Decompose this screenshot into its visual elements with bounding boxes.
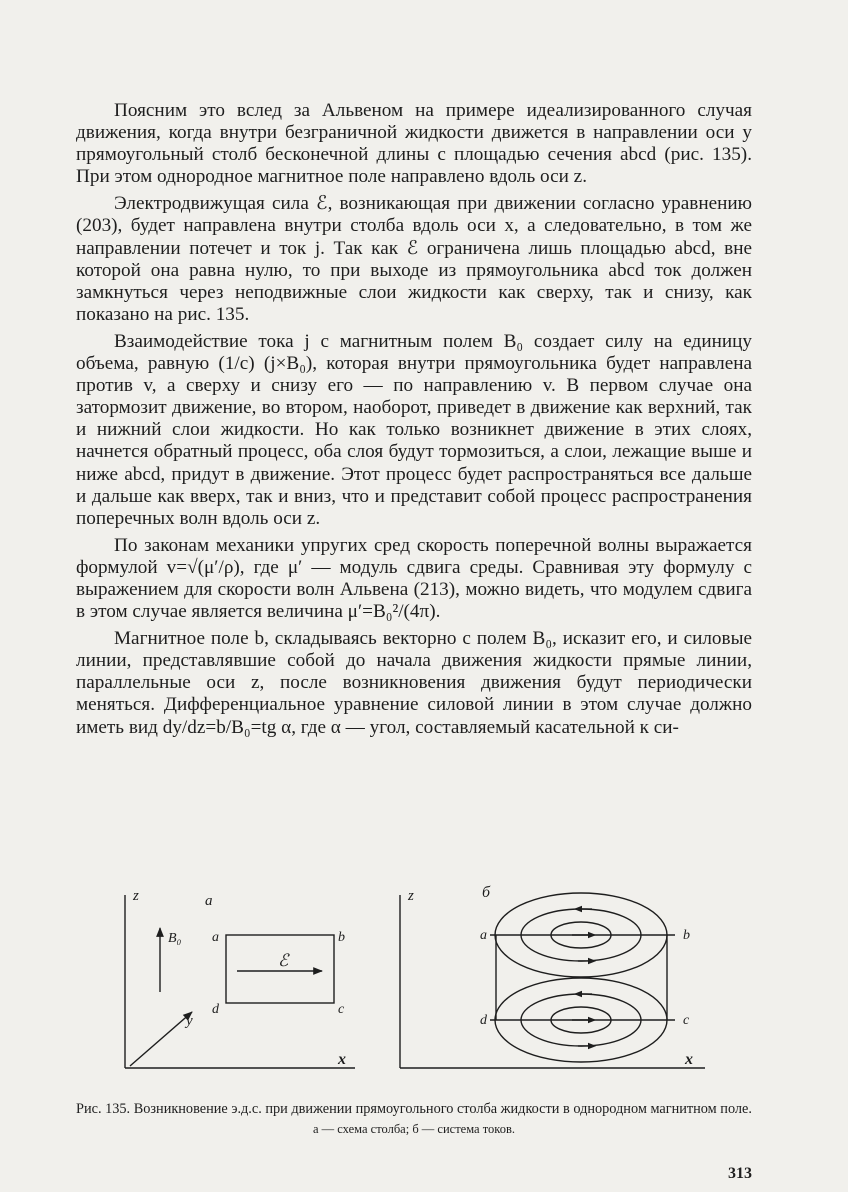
caption-legend: а — схема столба; б — система токов. <box>312 1122 515 1136</box>
panel-a-label: а <box>205 893 213 909</box>
panel-b-label: б <box>482 884 491 901</box>
y-axis-a-label: y <box>186 1013 193 1029</box>
corner-d-label: d <box>212 1002 219 1017</box>
b0-label: B₀ <box>168 931 182 946</box>
paragraph-1: Поясним это вслед за Альвеном на примере идеализированного случая движения, когда внутри безграничной жидкости движется в направлении оси y прямоугольный столб бесконечной длины с площадью сечения abcd (рис. 135). При этом однородное магнитное поле направлено вдоль оси z. <box>76 100 752 188</box>
x-axis-a-label: x <box>338 1051 346 1068</box>
corner-a-label: a <box>212 930 219 945</box>
figure-caption <box>76 1100 752 1138</box>
corner-c-b-label: c <box>683 1013 690 1028</box>
paragraph-3: Взаимодействие тока j с магнитным полем B₀ создает силу на единицу объема, равную (1/c) (j×B₀), которая внутри прямоугольника будет направлена против v, а сверху и снизу его — по направлению v. В первом случае она затормозит движение, во втором, наоборот, приведет в движение как верхний, так и нижний слои жидкости. Но как только возникнет движение в этих слоях, начнется обратный процесс, оба слоя будут тормозиться, а слои, лежащие выше и ниже abcd, придут в движение. Этот процесс будет распространяться все дальше и дальше как вверх, так и вниз, что и представит собой процесс распространения поперечных волн вдоль оси z. <box>76 330 752 529</box>
z-axis-a-label: z <box>133 888 139 904</box>
corner-a-b-label: a <box>480 928 487 943</box>
paragraph-2: Электродвижущая сила ℰ, возникающая при движении согласно уравнению (203), будет направлена внутри столба вдоль оси x, а следовательно, в том же направлении потечет и ток j. Так как ℰ ограничена лишь площадью abcd, вне которой она равна нулю, то при выходе из прямоугольника abcd ток должен замкнуться через неподвижные слои жидкости как сверху, так и снизу, как показано на рис. 135. <box>76 193 752 325</box>
figure-135 <box>100 880 720 1085</box>
emf-label: ℰ <box>278 951 289 970</box>
x-axis-b-label: x <box>685 1051 693 1068</box>
page-number: 313 <box>728 1165 752 1182</box>
panel-b <box>400 893 705 1068</box>
figure-135-diagram <box>100 880 720 1085</box>
panel-a <box>125 895 355 1068</box>
corner-b-b-label: b <box>683 928 690 943</box>
corner-c-label: c <box>338 1002 345 1017</box>
paragraph-5: Магнитное поле b, складываясь векторно с полем B₀, исказит его, и силовые линии, представлявшие собой до начала движения жидкости прямые линии, параллельные оси z, после возникновения движения будут периодически меняться. Дифференциальное уравнение силовой линии в этом случае должно иметь вид dy/dz=b/B₀=tg α, где α — угол, составляемый касательной к си- <box>76 628 752 738</box>
corner-b-label: b <box>338 930 345 945</box>
z-axis-b-label: z <box>408 888 414 904</box>
caption-title: Рис. 135. Возникновение э.д.с. при движении прямоугольного столба жидкости в однородном магнитном поле. <box>76 1101 752 1117</box>
paragraph-4: По законам механики упругих сред скорость поперечной волны выражается формулой v=√(μ′/ρ), где μ′ — модуль сдвига среды. Сравнивая эту формулу с выражением для скорости волн Альвена (213), можно видеть, что модулем сдвига в этом случае является величина μ′=B₀²/(4π). <box>76 534 752 623</box>
y-axis-a <box>130 1012 192 1066</box>
corner-d-b-label: d <box>480 1013 487 1028</box>
body-text <box>76 100 752 739</box>
